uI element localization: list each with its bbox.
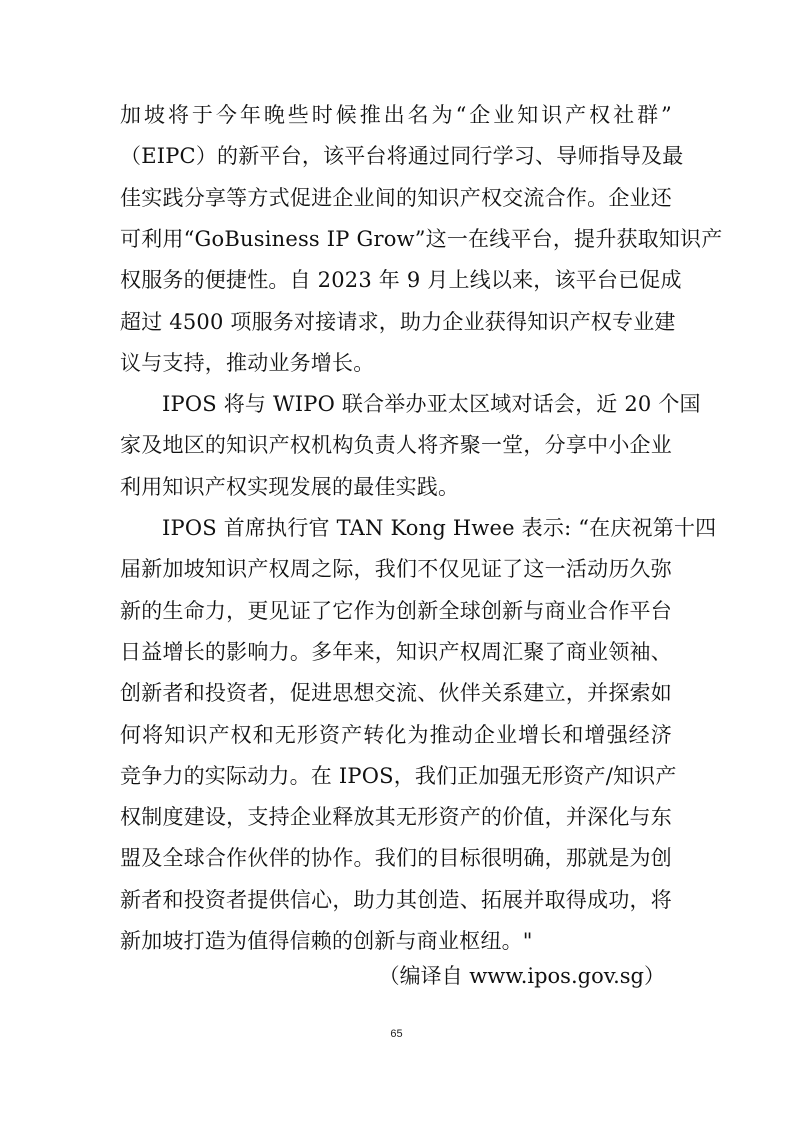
paragraph-3-line-2: 届新加坡知识产权周之际，我们不仅见证了这一活动历久弥 [120,557,672,582]
paragraph-3-line-1: IPOS 首席执行官 TAN Kong Hwee 表示: “在庆祝第十四 [162,516,717,540]
paragraph-3-line-10: 新者和投资者提供信心，助力其创造、拓展并取得成功，将 [120,887,672,912]
paragraph-1-line-2: （EIPC）的新平台，该平台将通过同行学习、导师指导及最 [120,144,684,169]
source-citation: （编译自 www.ipos.gov.sg） [378,964,665,989]
paragraph-3-line-9: 盟及全球合作伙伴的协作。我们的目标很明确，那就是为创 [120,846,672,871]
paragraph-1-line-1: 加坡将于今年晚些时候推出名为“企业知识产权社群” [120,103,672,127]
paragraph-3-line-5: 创新者和投资者，促进思想交流、伙伴关系建立，并探索如 [120,681,672,706]
paragraph-2-line-2: 家及地区的知识产权机构负责人将齐聚一堂，分享中小企业 [120,433,672,458]
paragraph-3-line-4: 日益增长的影响力。多年来，知识产权周汇聚了商业领袖、 [120,639,672,664]
paragraph-3-line-3: 新的生命力，更见证了它作为创新全球创新与商业合作平台 [120,598,672,623]
paragraph-3-line-6: 何将知识产权和无形资产转化为推动企业增长和增强经济 [120,722,672,747]
paragraph-1-line-3: 佳实践分享等方式促进企业间的知识产权交流合作。企业还 [120,185,672,210]
paragraph-1-line-4: 可利用“GoBusiness IP Grow”这一在线平台，提升获取知识产 [120,226,723,251]
paragraph-1-line-5: 权服务的便捷性。自 2023 年 9 月上线以来，该平台已促成 [120,268,682,293]
page-number: 65 [390,1028,403,1040]
paragraph-1-line-7: 议与支持，推动业务增长。 [120,350,375,375]
paragraph-3-line-8: 权制度建设，支持企业释放其无形资产的价值，并深化与东 [120,805,672,830]
paragraph-2-line-3: 利用知识产权实现发展的最佳实践。 [120,474,460,499]
paragraph-1-line-6: 超过 4500 项服务对接请求，助力企业获得知识产权专业建 [120,309,676,334]
paragraph-2-line-1: IPOS 将与 WIPO 联合举办亚太区域对话会，近 20 个国 [162,392,701,417]
paragraph-3-line-11: 新加坡打造为值得信赖的创新与商业枢纽。" [120,929,533,953]
paragraph-3-line-7: 竞争力的实际动力。在 IPOS，我们正加强无形资产/知识产 [120,763,677,788]
